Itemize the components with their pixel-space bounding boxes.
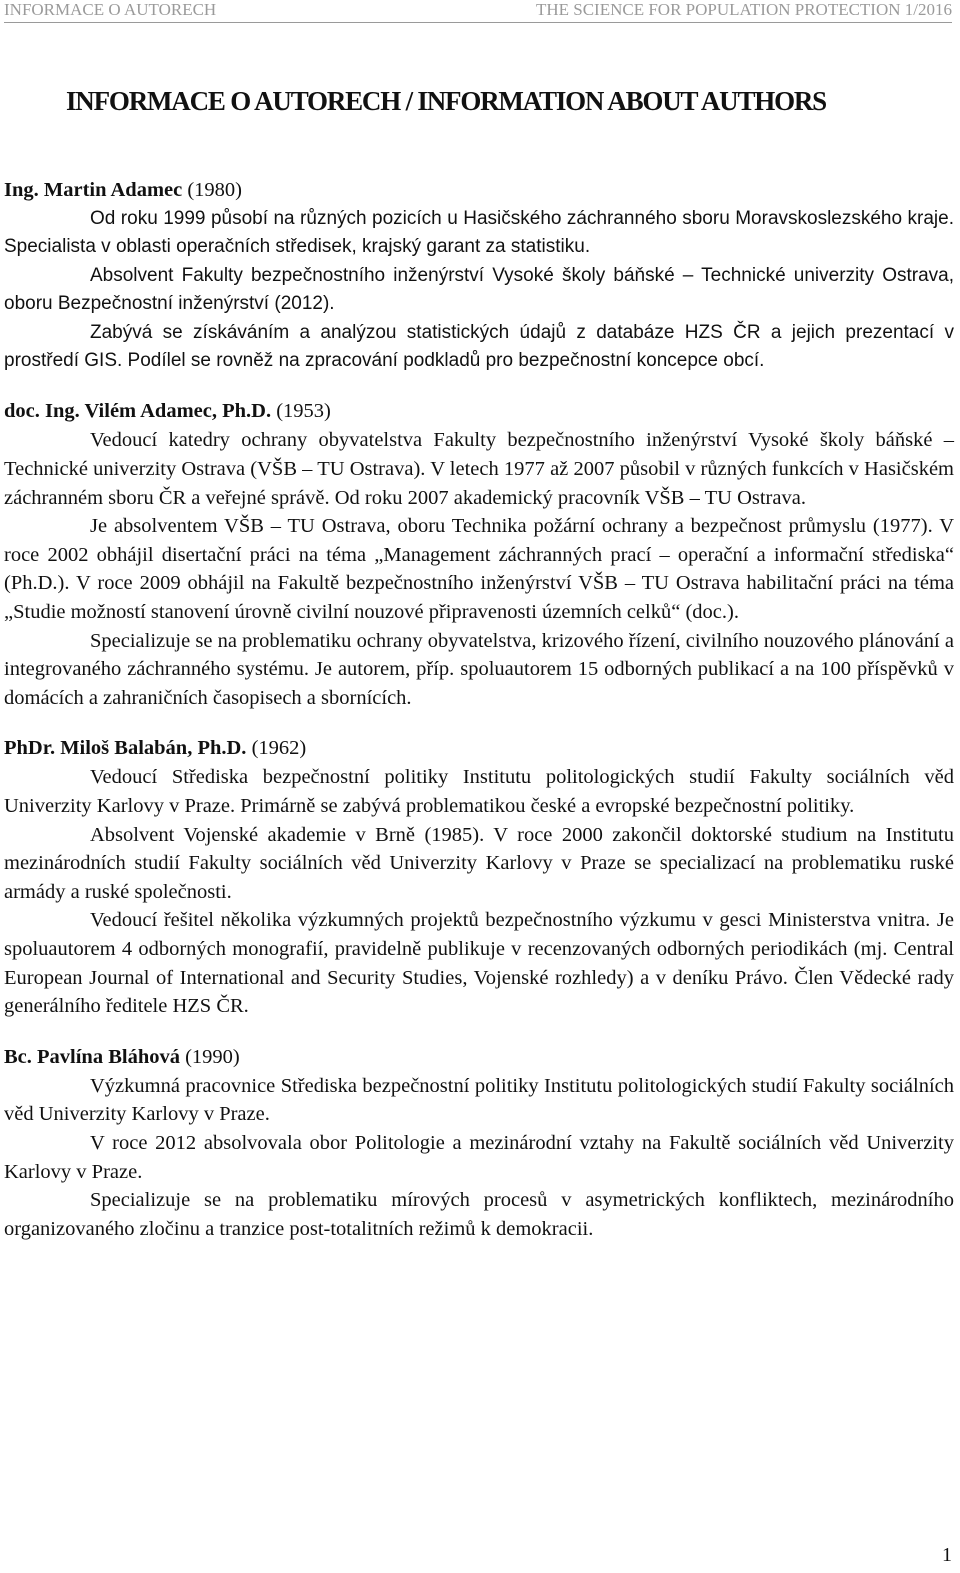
author-name: Ing. Martin Adamec [4, 179, 183, 201]
author-birth-year: (1990) [185, 1045, 240, 1068]
header-section-title: INFORMACE O AUTORECH [4, 0, 217, 19]
author-entry [4, 734, 954, 1020]
author-paragraph: Od roku 1999 působí na různých pozicích u Hasičského záchranného sboru Moravskoslezského kraje. Specialista v oblasti operačních středisek, krajský garant za statistiku. [4, 208, 954, 258]
author-paragraph: Absolvent Vojenské akademie v Brně (1985). V roce 2000 zakončil doktorské studium na Institutu mezinárodních studií Fakulty sociálních věd Univerzity Karlovy v Praze se specializací na problematiku ruské armády a ruské společnosti. [4, 823, 954, 903]
header-journal-title: THE SCIENCE FOR POPULATION PROTECTION 1/2016 [535, 0, 952, 19]
authors-list [4, 176, 954, 1265]
author-paragraph: Je absolventem VŠB – TU Ostrava, oboru Technika požární ochrany a bezpečnost průmyslu (1977). V roce 2002 obhájil disertační práci na téma „Management záchranných prací – operační a informační střediska“ (Ph.D.). V roce 2009 obhájil na Fakultě bezpečnostního inženýrství VŠB – TU Ostrava habilitační práci na téma „Studie možností stanovení úrovně civilní nouzové připravenosti územních celků“ (doc.). [4, 515, 954, 623]
author-entry [4, 176, 954, 375]
author-heading [4, 176, 954, 205]
author-paragraph: Výzkumná pracovnice Střediska bezpečnostní politiky Institutu politologických studií Fakulty sociálních věd Univerzity Karlovy v Praze. [4, 1074, 954, 1126]
author-paragraph: Vedoucí Střediska bezpečnostní politiky Institutu politologických studií Fakulty sociálních věd Univerzity Karlovy v Praze. Primárně se zabývá problematikou české a evropské bezpečnostní politiky. [4, 766, 954, 817]
author-birth-year: (1980) [187, 179, 243, 201]
author-name: doc. Ing. Vilém Adamec, Ph.D. [4, 400, 272, 423]
author-heading [4, 734, 954, 763]
author-birth-year: (1962) [251, 737, 307, 760]
author-paragraph: Vedoucí katedry ochrany obyvatelstva Fakulty bezpečnostního inženýrství Vysoké školy báňské – Technické univerzity Ostrava (VŠB – TU Ostrava). V letech 1977 až 2007 působil v různých funkcích v Hasičském záchranném sboru ČR a veřejné správě. Od roku 2007 akademický pracovník VŠB – TU Ostrava. [4, 429, 954, 509]
author-name: Bc. Pavlína Bláhová [4, 1045, 180, 1068]
author-paragraph: V roce 2012 absolvovala obor Politologie a mezinárodní vztahy na Fakultě sociálních věd Univerzity Karlovy v Praze. [4, 1131, 954, 1183]
running-header [4, 0, 952, 23]
author-paragraph: Specializuje se na problematiku ochrany obyvatelstva, krizového řízení, civilního nouzového plánování a integrovaného záchranného systému. Je autorem, příp. spoluautorem 15 odborných publikací a na 100 příspěvků v domácích a zahraničních časopisech a sbornících. [4, 629, 954, 709]
author-paragraph: Specializuje se na problematiku mírových procesů v asymetrických konfliktech, mezinárodního organizovaného zločinu a tranzice post-totalitních režimů k demokracii. [4, 1189, 954, 1240]
author-heading [4, 1043, 954, 1072]
author-birth-year: (1953) [276, 400, 331, 423]
author-name: PhDr. Miloš Balabán, Ph.D. [4, 737, 247, 760]
author-heading [4, 397, 954, 426]
author-paragraph: Vedoucí řešitel několika výzkumných projektů bezpečnostního výzkumu v gesci Ministerstva vnitra. Je spoluautorem 4 odborných monografií, pravidelně publikuje v recenzovaných odborných periodikách (mj. Central European Journal of International and Security Studies, Vojenské rozhledy) a v deníku Právo. Člen Vědecké rady generálního ředitele HZS ČR. [4, 909, 954, 1018]
author-entry [4, 1043, 954, 1244]
author-paragraph: Absolvent Fakulty bezpečnostního inženýrství Vysoké školy báňské – Technické univerzity Ostrava, oboru Bezpečnostní inženýrství (2012). [4, 264, 954, 315]
author-entry [4, 397, 954, 712]
page-number: 1 [942, 1544, 952, 1566]
author-paragraph: Zabývá se získáváním a analýzou statistických údajů z databáze HZS ČR a jejich prezentací v prostředí GIS. Podílel se rovněž na zpracování podkladů pro bezpečnostní koncepce obcí. [4, 321, 954, 372]
page-title: INFORMACE O AUTORECH / INFORMATION ABOUT AUTHORS [66, 86, 826, 116]
